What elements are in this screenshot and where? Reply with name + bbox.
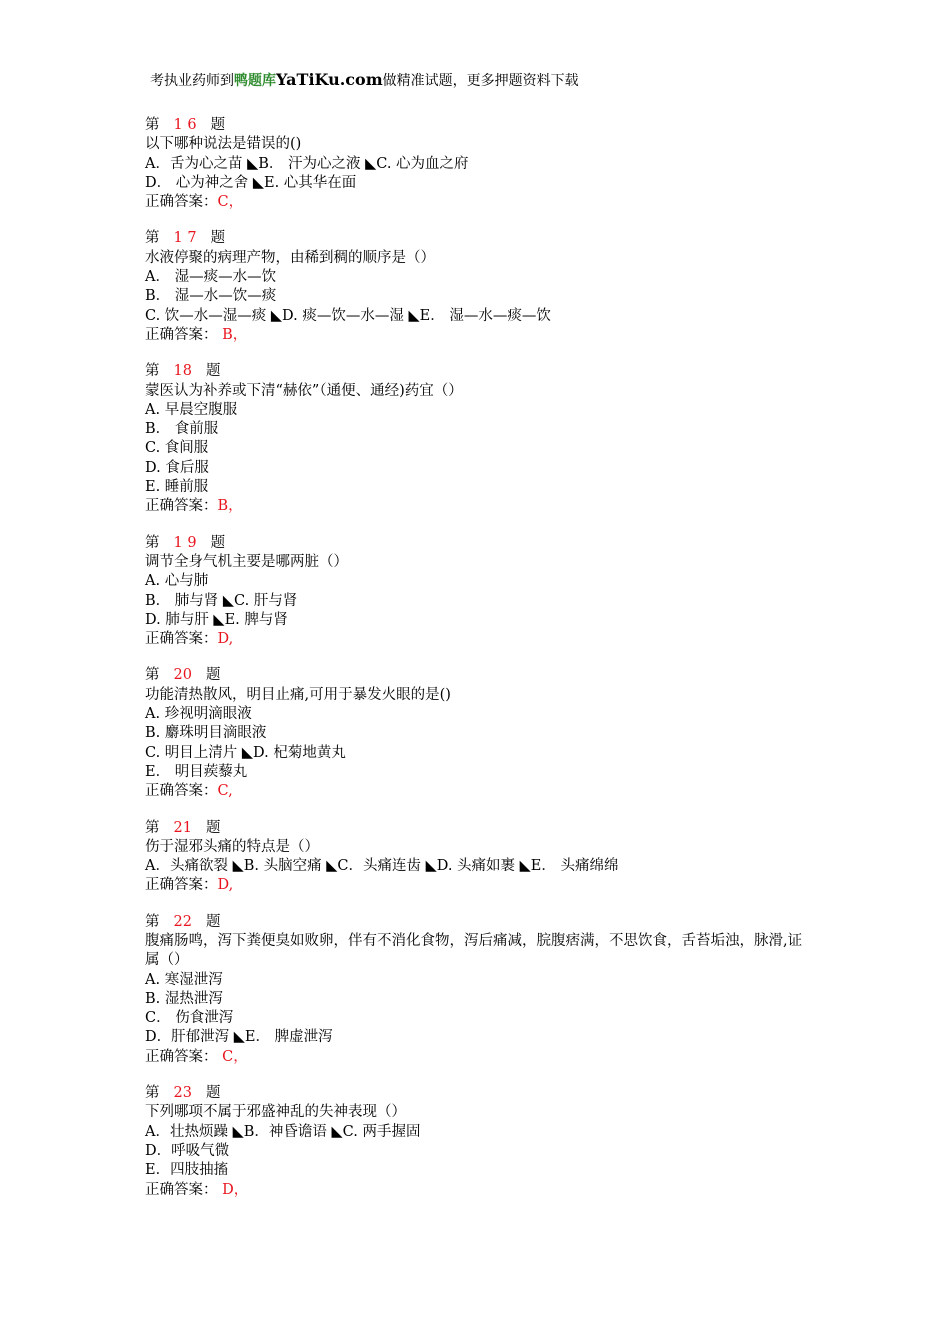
option-line: C． 伤食泄泻: [145, 1010, 234, 1027]
answer-line: [145, 193, 845, 212]
label-di: 第: [145, 230, 160, 247]
label-ti: 题: [205, 667, 221, 684]
answer-line: [145, 1048, 845, 1067]
answer-value: C，: [217, 1048, 248, 1065]
answer-label: 正确答案：: [145, 783, 218, 800]
question-number: [145, 913, 845, 932]
question-block: [145, 666, 845, 801]
label-ti: 题: [210, 534, 226, 551]
answer-label: 正确答案：: [145, 631, 218, 648]
option-line: D．肝郁泄泻 ◣E． 脾虚泄泻: [145, 1029, 333, 1046]
question-list: [145, 116, 845, 1217]
question-stem: 伤于湿邪头痛的特点是（）: [145, 838, 319, 855]
answer-line: [145, 497, 845, 516]
question-number: [145, 534, 845, 553]
answer-value: D，: [217, 1181, 249, 1198]
option-line: C. 明目上清片 ◣D. 杞菊地黄丸: [145, 744, 346, 761]
option-line: E．四肢抽搐: [145, 1162, 229, 1179]
option-line: A． 湿—痰—水—饮: [145, 269, 277, 286]
header-brand: 鸭题库: [234, 73, 276, 89]
question-number: [145, 362, 845, 381]
label-ti: 题: [210, 230, 226, 247]
question-block: [145, 229, 845, 345]
question-number: [145, 666, 845, 685]
answer-value: C，: [217, 194, 244, 211]
question-block: [145, 913, 845, 1067]
option-line: A. 心与肺: [145, 573, 209, 590]
answer-line: [145, 326, 845, 345]
option-line: D. 食后服: [145, 459, 209, 476]
answer-value: D,: [217, 631, 234, 648]
option-line: D． 心为神之舍 ◣E. 心其华在面: [145, 174, 357, 191]
page-header: [150, 70, 579, 91]
answer-value: D,: [217, 877, 234, 894]
option-line: A．舌为心之苗 ◣B． 汗为心之液 ◣C. 心为血之府: [145, 155, 469, 172]
option-line: A. 早晨空腹服: [145, 401, 238, 418]
question-number-value: 1 6: [173, 117, 197, 133]
question-number-value: 22: [173, 913, 192, 930]
question-number-value: 18: [173, 363, 192, 380]
question-number-value: 20: [173, 667, 192, 684]
label-di: 第: [145, 117, 160, 133]
label-di: 第: [145, 913, 160, 930]
label-di: 第: [145, 534, 160, 551]
header-prefix: 考执业药师到: [150, 73, 234, 89]
label-di: 第: [145, 363, 160, 380]
option-line: A．头痛欲裂 ◣B. 头脑空痛 ◣C．头痛连齿 ◣D. 头痛如裹 ◣E． 头痛绵绵: [145, 858, 619, 875]
option-line: A. 寒湿泄泻: [145, 971, 223, 988]
question-number-value: 23: [173, 1085, 192, 1102]
question-stem: 以下哪种说法是错误的(): [145, 136, 302, 153]
label-di: 第: [145, 667, 160, 684]
answer-label: 正确答案：: [145, 1181, 218, 1198]
question-number: [145, 229, 845, 248]
answer-line: [145, 876, 845, 895]
answer-line: [145, 782, 845, 801]
question-number: [145, 1084, 845, 1103]
option-line: B. 湿热泄泻: [145, 990, 223, 1007]
question-block: [145, 819, 845, 896]
question-stem: 下列哪项不属于邪盛神乱的失神表现（）: [145, 1104, 406, 1121]
answer-label: 正确答案：: [145, 1048, 218, 1065]
label-ti: 题: [205, 913, 221, 930]
header-site: YaTiKu.com: [276, 70, 383, 89]
label-ti: 题: [205, 363, 221, 380]
answer-line: [145, 1181, 845, 1200]
question-number-value: 1 9: [173, 534, 197, 551]
answer-value: C,: [217, 783, 233, 800]
option-line: E． 明目蒺藜丸: [145, 763, 248, 780]
question-stem: 调节全身气机主要是哪两脏（）: [145, 553, 348, 570]
option-line: E. 睡前服: [145, 479, 209, 496]
answer-value: B，: [217, 326, 248, 343]
question-block: [145, 116, 845, 212]
option-line: D. 肺与肝 ◣E. 脾与肾: [145, 611, 288, 628]
answer-label: 正确答案：: [145, 194, 218, 211]
option-line: B． 食前服: [145, 421, 219, 438]
option-line: C. 饮—水—湿—痰 ◣D. 痰—饮—水—湿 ◣E． 湿—水—痰—饮: [145, 307, 551, 324]
question-number-value: 1 7: [173, 230, 197, 247]
option-line: D．呼吸气微: [145, 1142, 230, 1159]
label-ti: 题: [210, 117, 226, 133]
question-block: [145, 1084, 845, 1200]
answer-line: [145, 630, 845, 649]
question-stem: 水液停聚的病理产物，由稀到稠的顺序是（）: [145, 249, 435, 266]
option-line: B． 肺与肾 ◣C. 肝与肾: [145, 592, 298, 609]
answer-value: B，: [217, 498, 243, 515]
option-line: C. 食间服: [145, 440, 209, 457]
answer-label: 正确答案：: [145, 326, 218, 343]
question-stem: 蒙医认为补养或下清“赫依”（通便、通经)药宜（）: [145, 382, 463, 399]
question-stem: 功能清热散风，明目止痛,可用于暴发火眼的是(): [145, 686, 451, 703]
option-line: A．壮热烦躁 ◣B．神昏谵语 ◣C. 两手握固: [145, 1123, 421, 1140]
label-di: 第: [145, 1085, 160, 1102]
option-line: A. 珍视明滴眼液: [145, 706, 252, 723]
question-stem: 腹痛肠鸣，泻下粪便臭如败卵，伴有不消化食物，泻后痛减，脘腹痞满，不思饮食，舌苔垢浊，脉滑,证属（）: [145, 932, 803, 969]
label-di: 第: [145, 819, 160, 836]
answer-label: 正确答案：: [145, 877, 218, 894]
question-number: [145, 819, 845, 838]
label-ti: 题: [205, 819, 221, 836]
label-ti: 题: [205, 1085, 221, 1102]
question-number: [145, 116, 845, 135]
option-line: B． 湿—水—饮—痰: [145, 288, 277, 305]
question-number-value: 21: [173, 819, 192, 836]
answer-label: 正确答案：: [145, 498, 218, 515]
question-block: [145, 534, 845, 650]
question-block: [145, 362, 845, 516]
header-suffix: 做精准试题，更多押题资料下载: [382, 73, 579, 89]
option-line: B. 麝珠明目滴眼液: [145, 725, 267, 742]
